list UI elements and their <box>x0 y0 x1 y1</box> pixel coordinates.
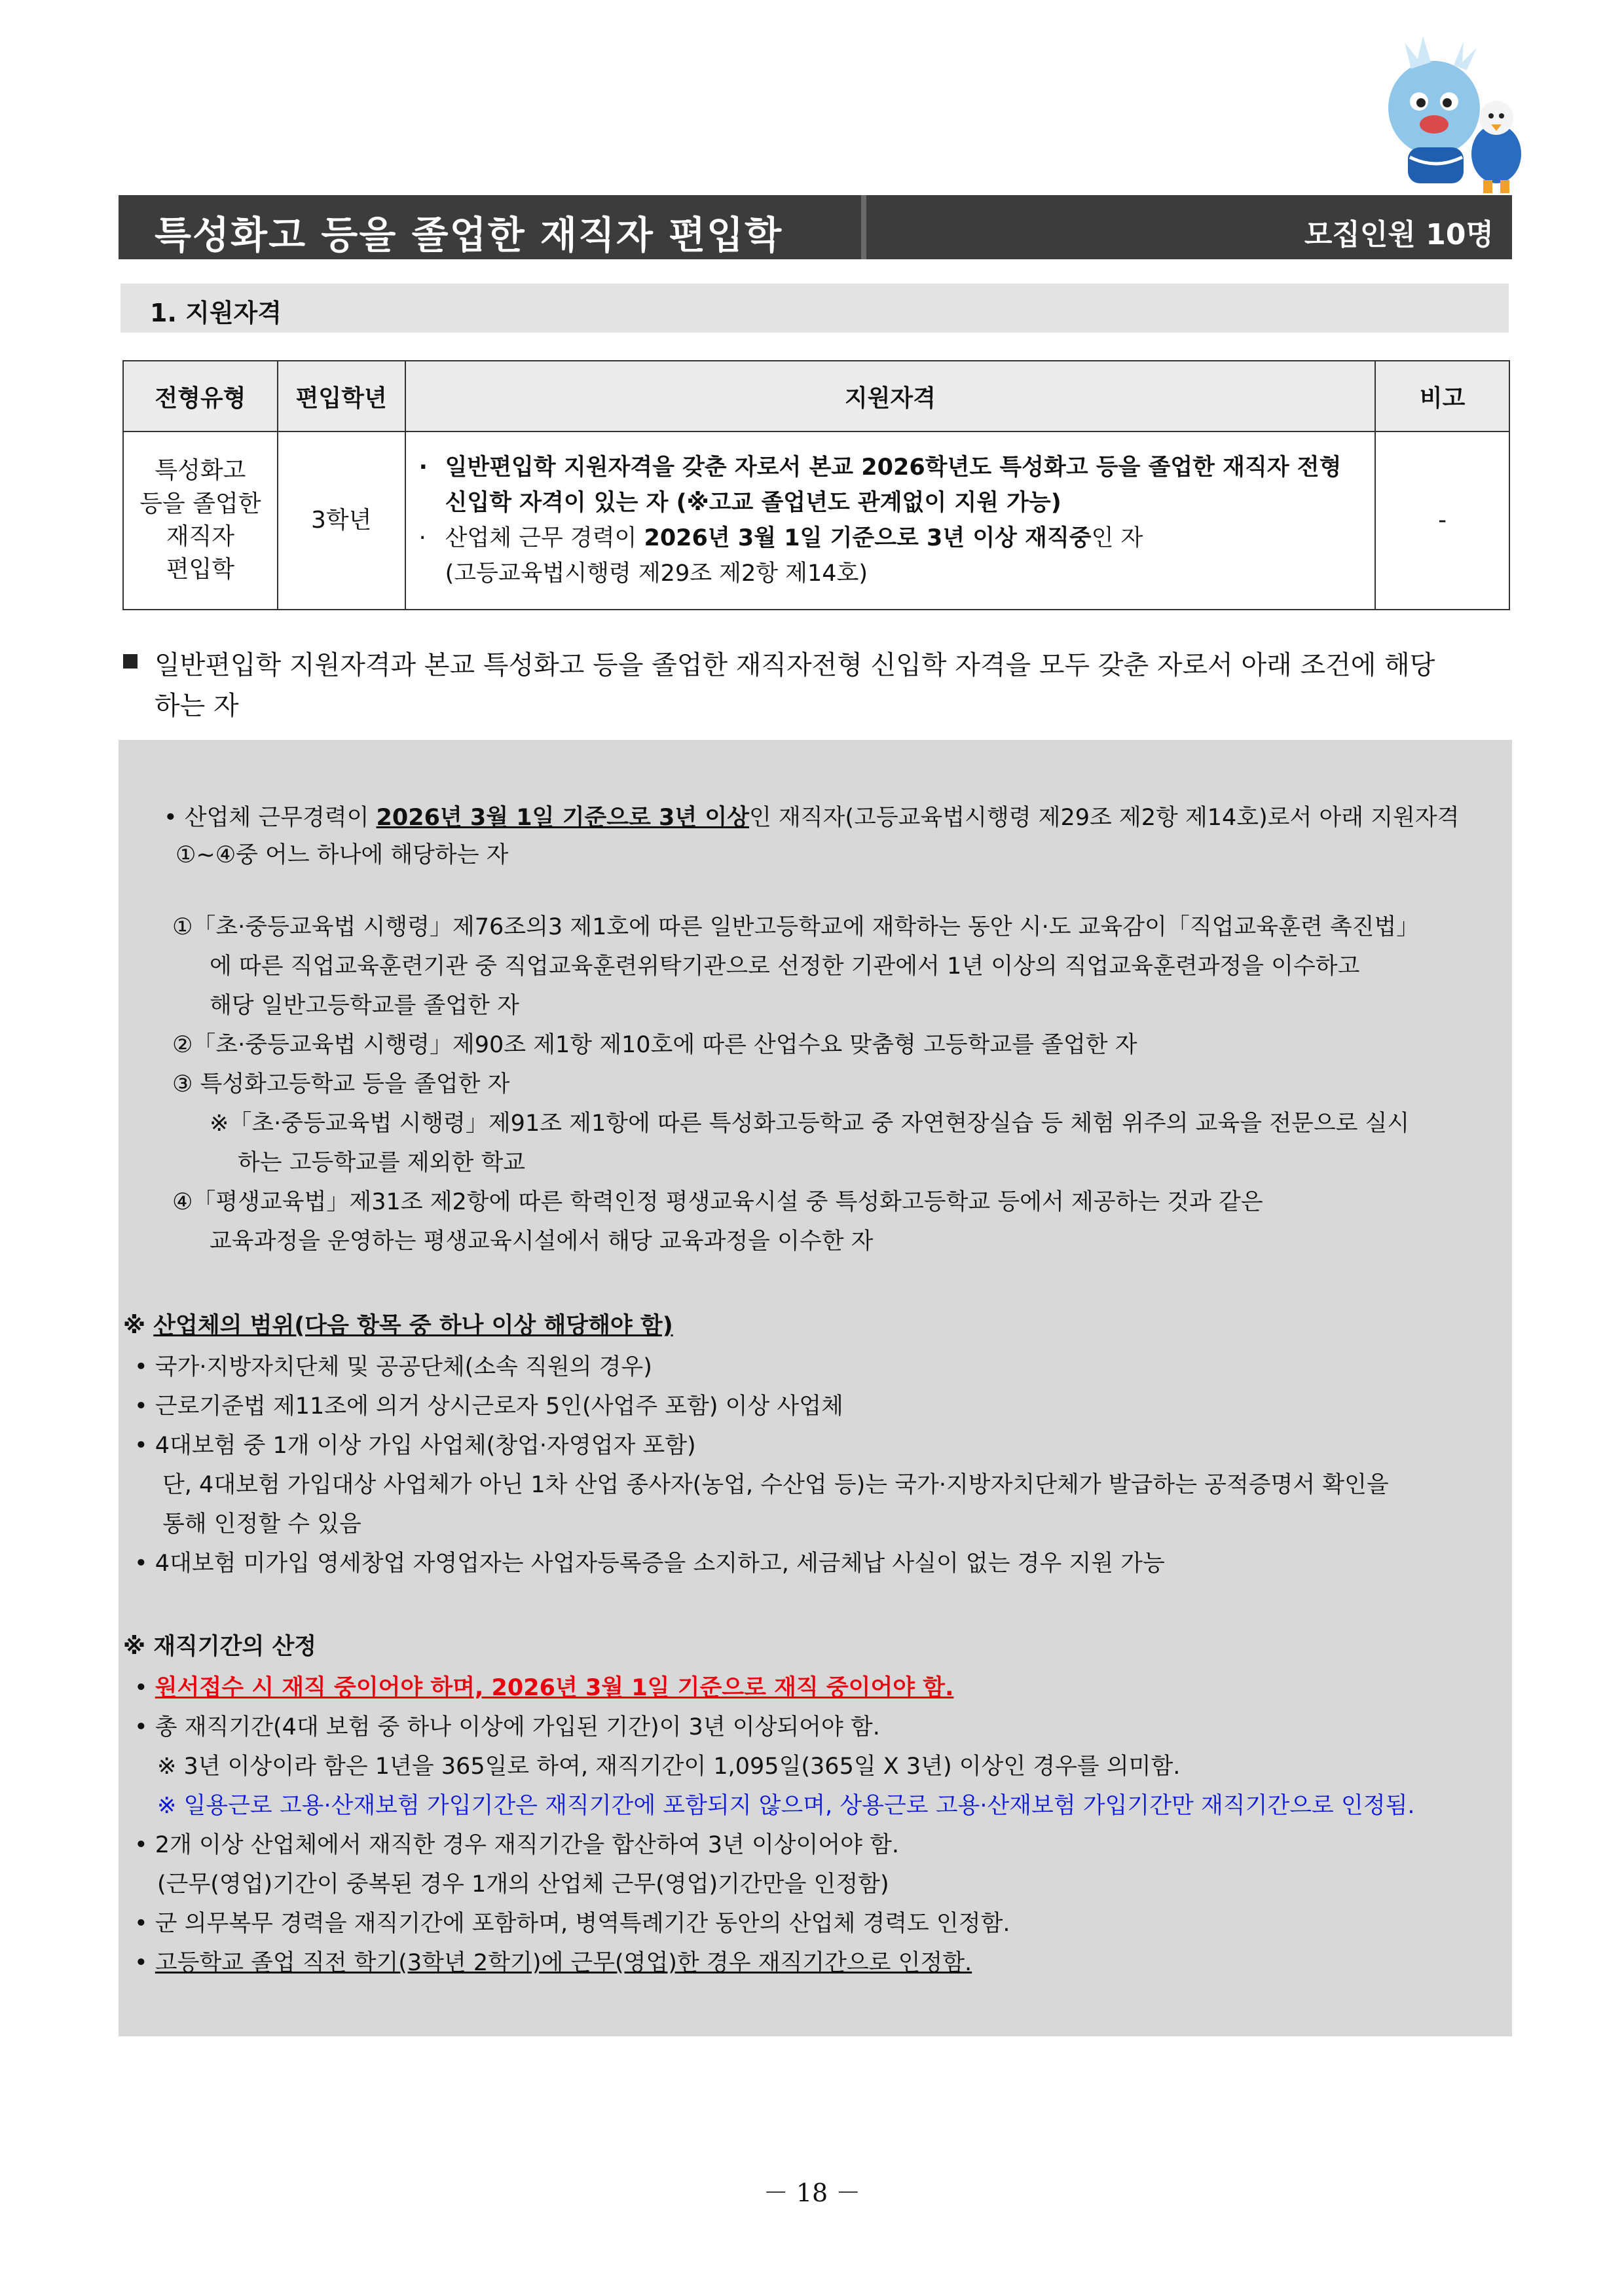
criterion-2: ②「초·중등교육법 시행령」제90조 제1항 제10호에 따른 산업수요 맞춤형 고등학교를 졸업한 자 <box>172 1032 1137 1058</box>
title-bar <box>119 195 1512 259</box>
industry-scope-title: ※ 산업체의 범위(다음 항목 중 하나 이상 해당해야 함) <box>123 1313 673 1339</box>
criterion-3-note-cont: 하는 고등학교를 제외한 학교 <box>238 1150 526 1176</box>
criterion-1-cont: 에 따른 직업교육훈련기관 중 직업교육훈련위탁기관으로 선정한 기관에서 1년 이상의 직업교육훈련과정을 이수하고 <box>210 953 1360 980</box>
period-item: • 총 재직기간(4대 보험 중 하나 이상에 가입된 기간)이 3년 이상되어야 함. <box>134 1714 880 1740</box>
table-header-cell: 편입학년 <box>278 361 405 431</box>
square-bullet-icon <box>123 654 138 669</box>
period-note-blue: ※ 일용근로 고용·산재보험 가입기간은 재직기간에 포함되지 않으며, 상용근로 고용·산재보험 가입기간만 재직기간으로 인정됨. <box>157 1793 1415 1819</box>
industry-item-note: 통해 인정할 수 있음 <box>162 1511 361 1537</box>
criterion-3: ③ 특성화고등학교 등을 졸업한 자 <box>172 1071 510 1097</box>
industry-item: • 4대보험 미가입 영세창업 자영업자는 사업자등록증을 소지하고, 세금체납 사실이 없는 경우 지원 가능 <box>134 1551 1165 1577</box>
requirement-line: · 산업체 근무 경력이 2026년 3월 1일 기준으로 3년 이상 재직중인 자 <box>418 525 1143 551</box>
table-header-cell: 전형유형 <box>123 361 278 431</box>
period-item: • 군 의무복무 경력을 재직기간에 포함하며, 병역특례기간 동안의 산업체 경력도 인정함. <box>134 1911 1010 1937</box>
qualification-table <box>122 360 1510 610</box>
type-line: 특성화고 <box>155 457 246 485</box>
industry-item: • 4대보험 중 1개 이상 가입 사업체(창업·자영업자 포함) <box>134 1433 696 1459</box>
note-paragraph <box>123 645 1498 726</box>
page-number: － 18 － <box>763 2178 861 2207</box>
table-header-cell: 비고 <box>1375 361 1509 431</box>
period-note: (근무(영업)기간이 중복된 경우 1개의 산업체 근무(영업)기간만을 인정함) <box>157 1871 889 1898</box>
section-heading: 1. 지원자격 <box>150 299 282 327</box>
type-line: 등을 졸업한 <box>139 490 261 517</box>
intro-line-2: ①~④중 어느 하나에 해당하는 자 <box>175 842 509 868</box>
criterion-1: ①「초·중등교육법 시행령」제76조의3 제1호에 따른 일반고등학교에 재학하는 동안 시·도 교육감이「직업교육훈련 촉진법」 <box>172 914 1420 940</box>
period-note: ※ 3년 이상이라 함은 1년을 365일로 하여, 재직기간이 1,095일(365일 X 3년) 이상인 경우를 의미함. <box>157 1753 1181 1780</box>
type-line: 편입학 <box>166 556 235 583</box>
industry-item-note: 단, 4대보험 가입대상 사업체가 아닌 1차 산업 종사자(농업, 수산업 등)는 국가·지방자치단체가 발급하는 공적증명서 확인을 <box>162 1472 1389 1498</box>
title-divider <box>861 195 866 259</box>
period-item: • 원서접수 시 재직 중이어야 하며, 2026년 3월 1일 기준으로 재직 중이어야 함. <box>134 1675 954 1701</box>
criterion-4: ④「평생교육법」제31조 제2항에 따른 학력인정 평생교육시설 중 특성화고등학교 등에서 제공하는 것과 같은 <box>172 1189 1263 1215</box>
remark-cell: - <box>1375 431 1509 610</box>
period-title: ※ 재직기간의 산정 <box>123 1634 317 1660</box>
quota-label: 모집인원 10명 <box>1304 218 1494 251</box>
table-row <box>123 431 1509 610</box>
note-line-1: 일반편입학 지원자격과 본교 특성화고 등을 졸업한 재직자전형 신입학 자격을 모두 갖춘 자로서 아래 조건에 해당 <box>155 650 1435 680</box>
requirement-cell <box>405 431 1376 610</box>
requirement-line: (고등교육법시행령 제29조 제2항 제14호) <box>445 560 868 587</box>
period-item: • 고등학교 졸업 직전 학기(3학년 2학기)에 근무(영업)한 경우 재직기간으로 인정함. <box>134 1950 972 1976</box>
note-line-2: 하는 자 <box>155 691 239 721</box>
table-header-cell: 지원자격 <box>405 361 1376 431</box>
table-header-row <box>123 361 1509 431</box>
criterion-1-cont: 해당 일반고등학교를 졸업한 자 <box>210 993 519 1019</box>
requirement-line: · 일반편입학 지원자격을 갖춘 자로서 본교 2026학년도 특성화고 등을 졸업한 재직자 전형 <box>418 454 1342 481</box>
industry-item: • 국가·지방자치단체 및 공공단체(소속 직원의 경우) <box>134 1354 652 1380</box>
section-heading-bar <box>120 284 1509 333</box>
type-line: 재직자 <box>166 523 235 550</box>
page-title: 특성화고 등을 졸업한 재직자 편입학 <box>155 213 783 257</box>
mascot-illustration <box>1372 29 1542 200</box>
type-cell <box>123 431 278 610</box>
requirement-line: 신입학 자격이 있는 자 (※고교 졸업년도 관계없이 지원 가능) <box>445 489 1061 516</box>
criterion-3-note: ※「초·중등교육법 시행령」제91조 제1항에 따른 특성화고등학교 중 자연현장실습 등 체험 위주의 교육을 전문으로 실시 <box>210 1111 1410 1137</box>
intro-line: • 산업체 근무경력이 2026년 3월 1일 기준으로 3년 이상인 재직자(고등교육법시행령 제29조 제2항 제14호)로서 아래 지원자격 <box>164 805 1460 831</box>
period-item: • 2개 이상 산업체에서 재직한 경우 재직기간을 합산하여 3년 이상이어야 함. <box>134 1832 900 1858</box>
criterion-4-cont: 교육과정을 운영하는 평생교육시설에서 해당 교육과정을 이수한 자 <box>210 1228 874 1255</box>
year-cell: 3학년 <box>278 431 405 610</box>
industry-item: • 근로기준법 제11조에 의거 상시근로자 5인(사업주 포함) 이상 사업체 <box>134 1393 843 1420</box>
